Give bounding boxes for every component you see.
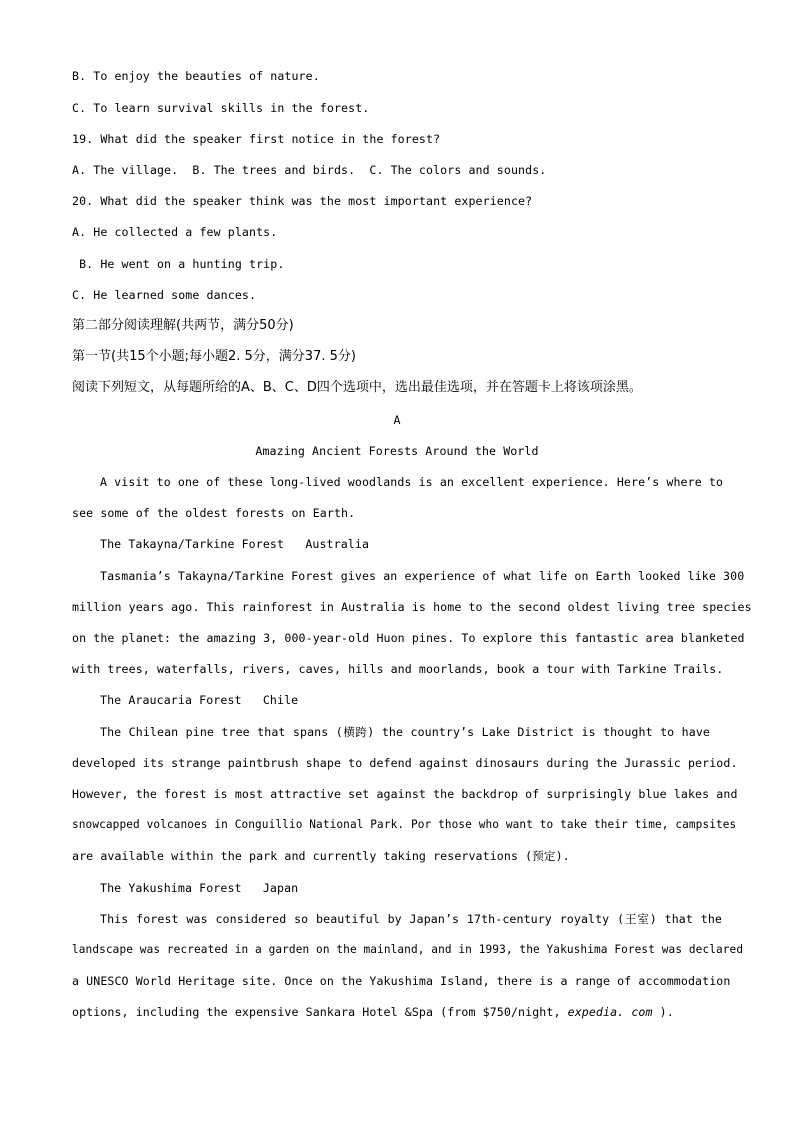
q19-options: A. The village. B. The trees and birds. C. The colors and sounds. — [72, 163, 547, 177]
chile-line-4: snowcapped volcanoes in Conguillio National Park. Por those who want to take their time, campsites — [72, 818, 737, 831]
australia-line-3: on the planet: the amazing 3, 000-year-old Huon pines. To explore this fantastic area blanketed — [72, 631, 745, 645]
australia-line-1: Tasmania’s Takayna/Tarkine Forest gives an experience of what life on Earth looked like 300 — [100, 569, 745, 583]
forest-heading-chile: The Araucaria Forest Chile — [100, 693, 299, 707]
intro-line-2: see some of the oldest forests on Earth. — [72, 506, 356, 520]
chile-line-3: However, the forest is most attractive set against the backdrop of surprisingly blue lakes and — [72, 787, 738, 801]
japan-line-1: This forest was considered so beautiful by Japan’s 17th-century royalty (王室) that the — [100, 912, 722, 926]
japan-line-2: landscape was recreated in a garden on the mainland, and in 1993, the Yakushima Forest was declared — [72, 943, 744, 956]
chile-line-5: are available within the park and currently taking reservations (预定). — [72, 849, 570, 863]
chile-line-1: The Chilean pine tree that spans (横跨) the country’s Lake District is thought to have — [100, 725, 710, 739]
q20-option-c: C. He learned some dances. — [72, 288, 257, 302]
forest-heading-australia: The Takayna/Tarkine Forest Australia — [100, 537, 370, 551]
reading-section-title: 第一节(共15个小题;每小题2. 5分，满分37. 5分) — [72, 349, 356, 364]
q20-question: 20. What did the speaker think was the most important experience? — [72, 194, 533, 208]
japan-line-4-text: options, including the expensive Sankara Hotel &Spa (from $750/night, — [72, 1005, 568, 1019]
forest-heading-japan: The Yakushima Forest Japan — [100, 881, 299, 895]
japan-line-4-end: ). — [652, 1005, 674, 1019]
japan-line-3: a UNESCO World Heritage site. Once on the Yakushima Island, there is a range of accommodation — [72, 974, 731, 988]
intro-line-1: A visit to one of these long-lived woodlands is an excellent experience. Here’s where to — [100, 475, 724, 489]
australia-line-4: with trees, waterfalls, rivers, caves, hills and moorlands, book a tour with Tarkine Trails. — [72, 662, 724, 676]
reading-part-title: 第二部分阅读理解(共两节，满分50分) — [72, 318, 294, 333]
passage-letter: A — [393, 413, 401, 427]
chile-line-2: developed its strange paintbrush shape to defend against dinosaurs during the Jurassic period. — [72, 756, 738, 770]
q19-question: 19. What did the speaker first notice in the forest? — [72, 132, 441, 146]
q20-option-b: B. He went on a hunting trip. — [72, 257, 285, 271]
q18-option-b: B. To enjoy the beauties of nature. — [72, 69, 320, 83]
reading-instructions: 阅读下列短文，从每题所给的A、B、C、D四个选项中，选出最佳选项，并在答题卡上将该项涂黑。 — [72, 380, 642, 395]
passage-title: Amazing Ancient Forests Around the World — [255, 444, 539, 458]
japan-line-4 — [72, 1004, 674, 1020]
q20-option-a: A. He collected a few plants. — [72, 225, 278, 239]
australia-line-2: million years ago. This rainforest in Australia is home to the second oldest living tree species — [72, 600, 752, 614]
expedia-link-text: expedia. com — [567, 1005, 653, 1019]
q18-option-c: C. To learn survival skills in the forest. — [72, 101, 370, 115]
